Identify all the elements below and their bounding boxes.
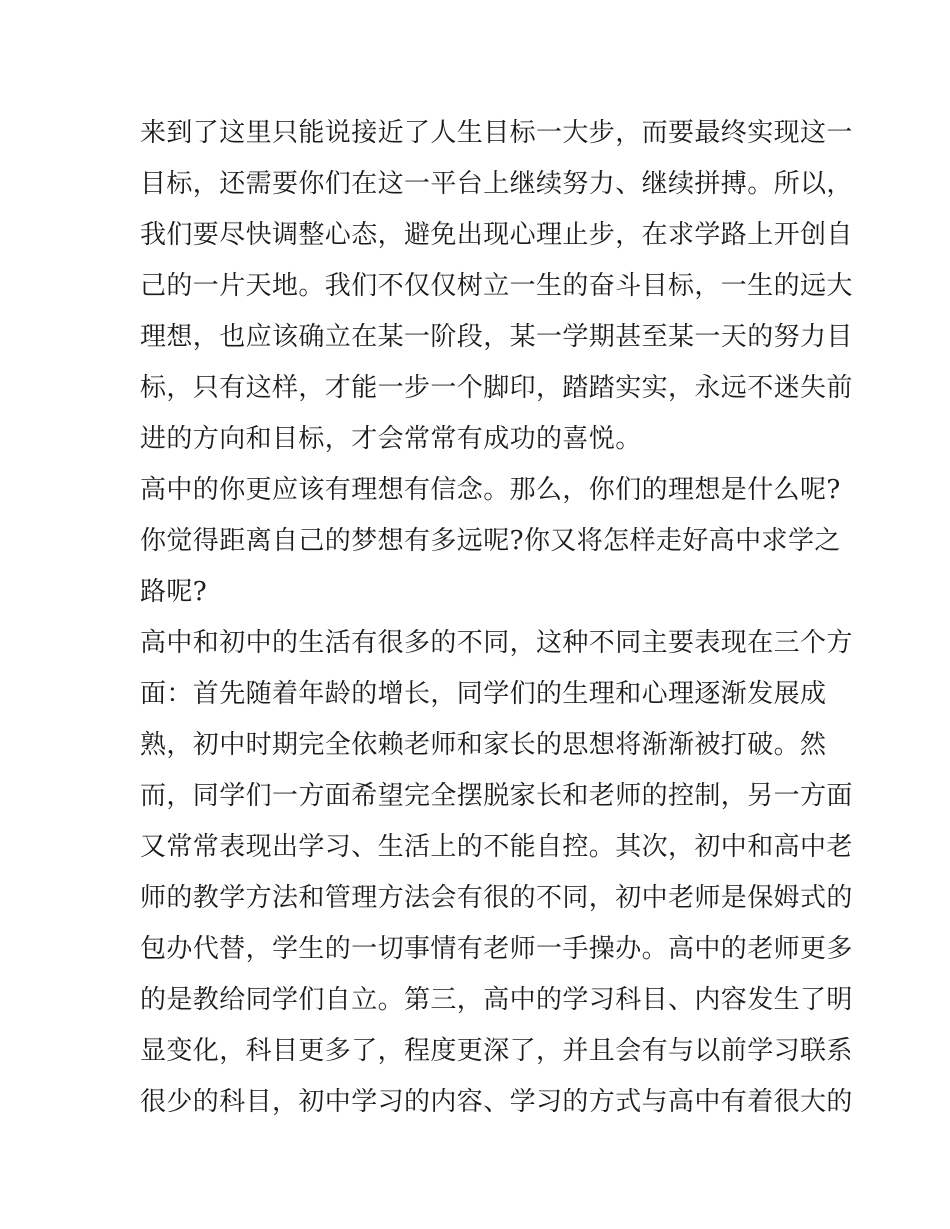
text-line: 面：首先随着年龄的增长，同学们的生理和心理逐渐发展成 [140, 679, 827, 709]
text-line: 目标，还需要你们在这一平台上继续努力、继续拼搏。所以， [140, 169, 853, 199]
text-line: 而，同学们一方面希望完全摆脱家长和老师的控制，另一方面 [140, 781, 853, 811]
text-line: 理想，也应该确立在某一阶段，某一学期甚至某一天的努力目 [140, 322, 853, 352]
text-line: 来到了这里只能说接近了人生目标一大步，而要最终实现这一 [140, 118, 853, 148]
text-line: 标，只有这样，才能一步一个脚印，踏踏实实，永远不迷失前 [140, 373, 853, 403]
text-line: 又常常表现出学习、生活上的不能自控。其次，初中和高中老 [140, 832, 853, 862]
text-line: 显变化，科目更多了，程度更深了，并且会有与以前学习联系 [140, 1036, 853, 1066]
text-line: 师的教学方法和管理方法会有很的不同，初中老师是保姆式的 [140, 883, 853, 913]
text-line: 很少的科目，初中学习的内容、学习的方式与高中有着很大的 [140, 1087, 853, 1117]
document-body [140, 108, 853, 1128]
text-line: 高中和初中的生活有很多的不同，这种不同主要表现在三个方 [140, 628, 853, 658]
text-line: 进的方向和目标，才会常常有成功的喜悦。 [140, 424, 642, 454]
text-line: 包办代替，学生的一切事情有老师一手操办。高中的老师更多 [140, 934, 853, 964]
text-line: 路呢? [140, 577, 208, 607]
text-line: 己的一片天地。我们不仅仅树立一生的奋斗目标，一生的远大 [140, 271, 853, 301]
text-line: 我们要尽快调整心态，避免出现心理止步，在求学路上开创自 [140, 220, 853, 250]
text-line: 你觉得距离自己的梦想有多远呢?你又将怎样走好高中求学之 [140, 526, 841, 556]
text-line: 熟，初中时期完全依赖老师和家长的思想将渐渐被打破。然 [140, 730, 827, 760]
text-line: 的是教给同学们自立。第三，高中的学习科目、内容发生了明 [140, 985, 853, 1015]
text-line: 高中的你更应该有理想有信念。那么，你们的理想是什么呢? [140, 475, 841, 505]
